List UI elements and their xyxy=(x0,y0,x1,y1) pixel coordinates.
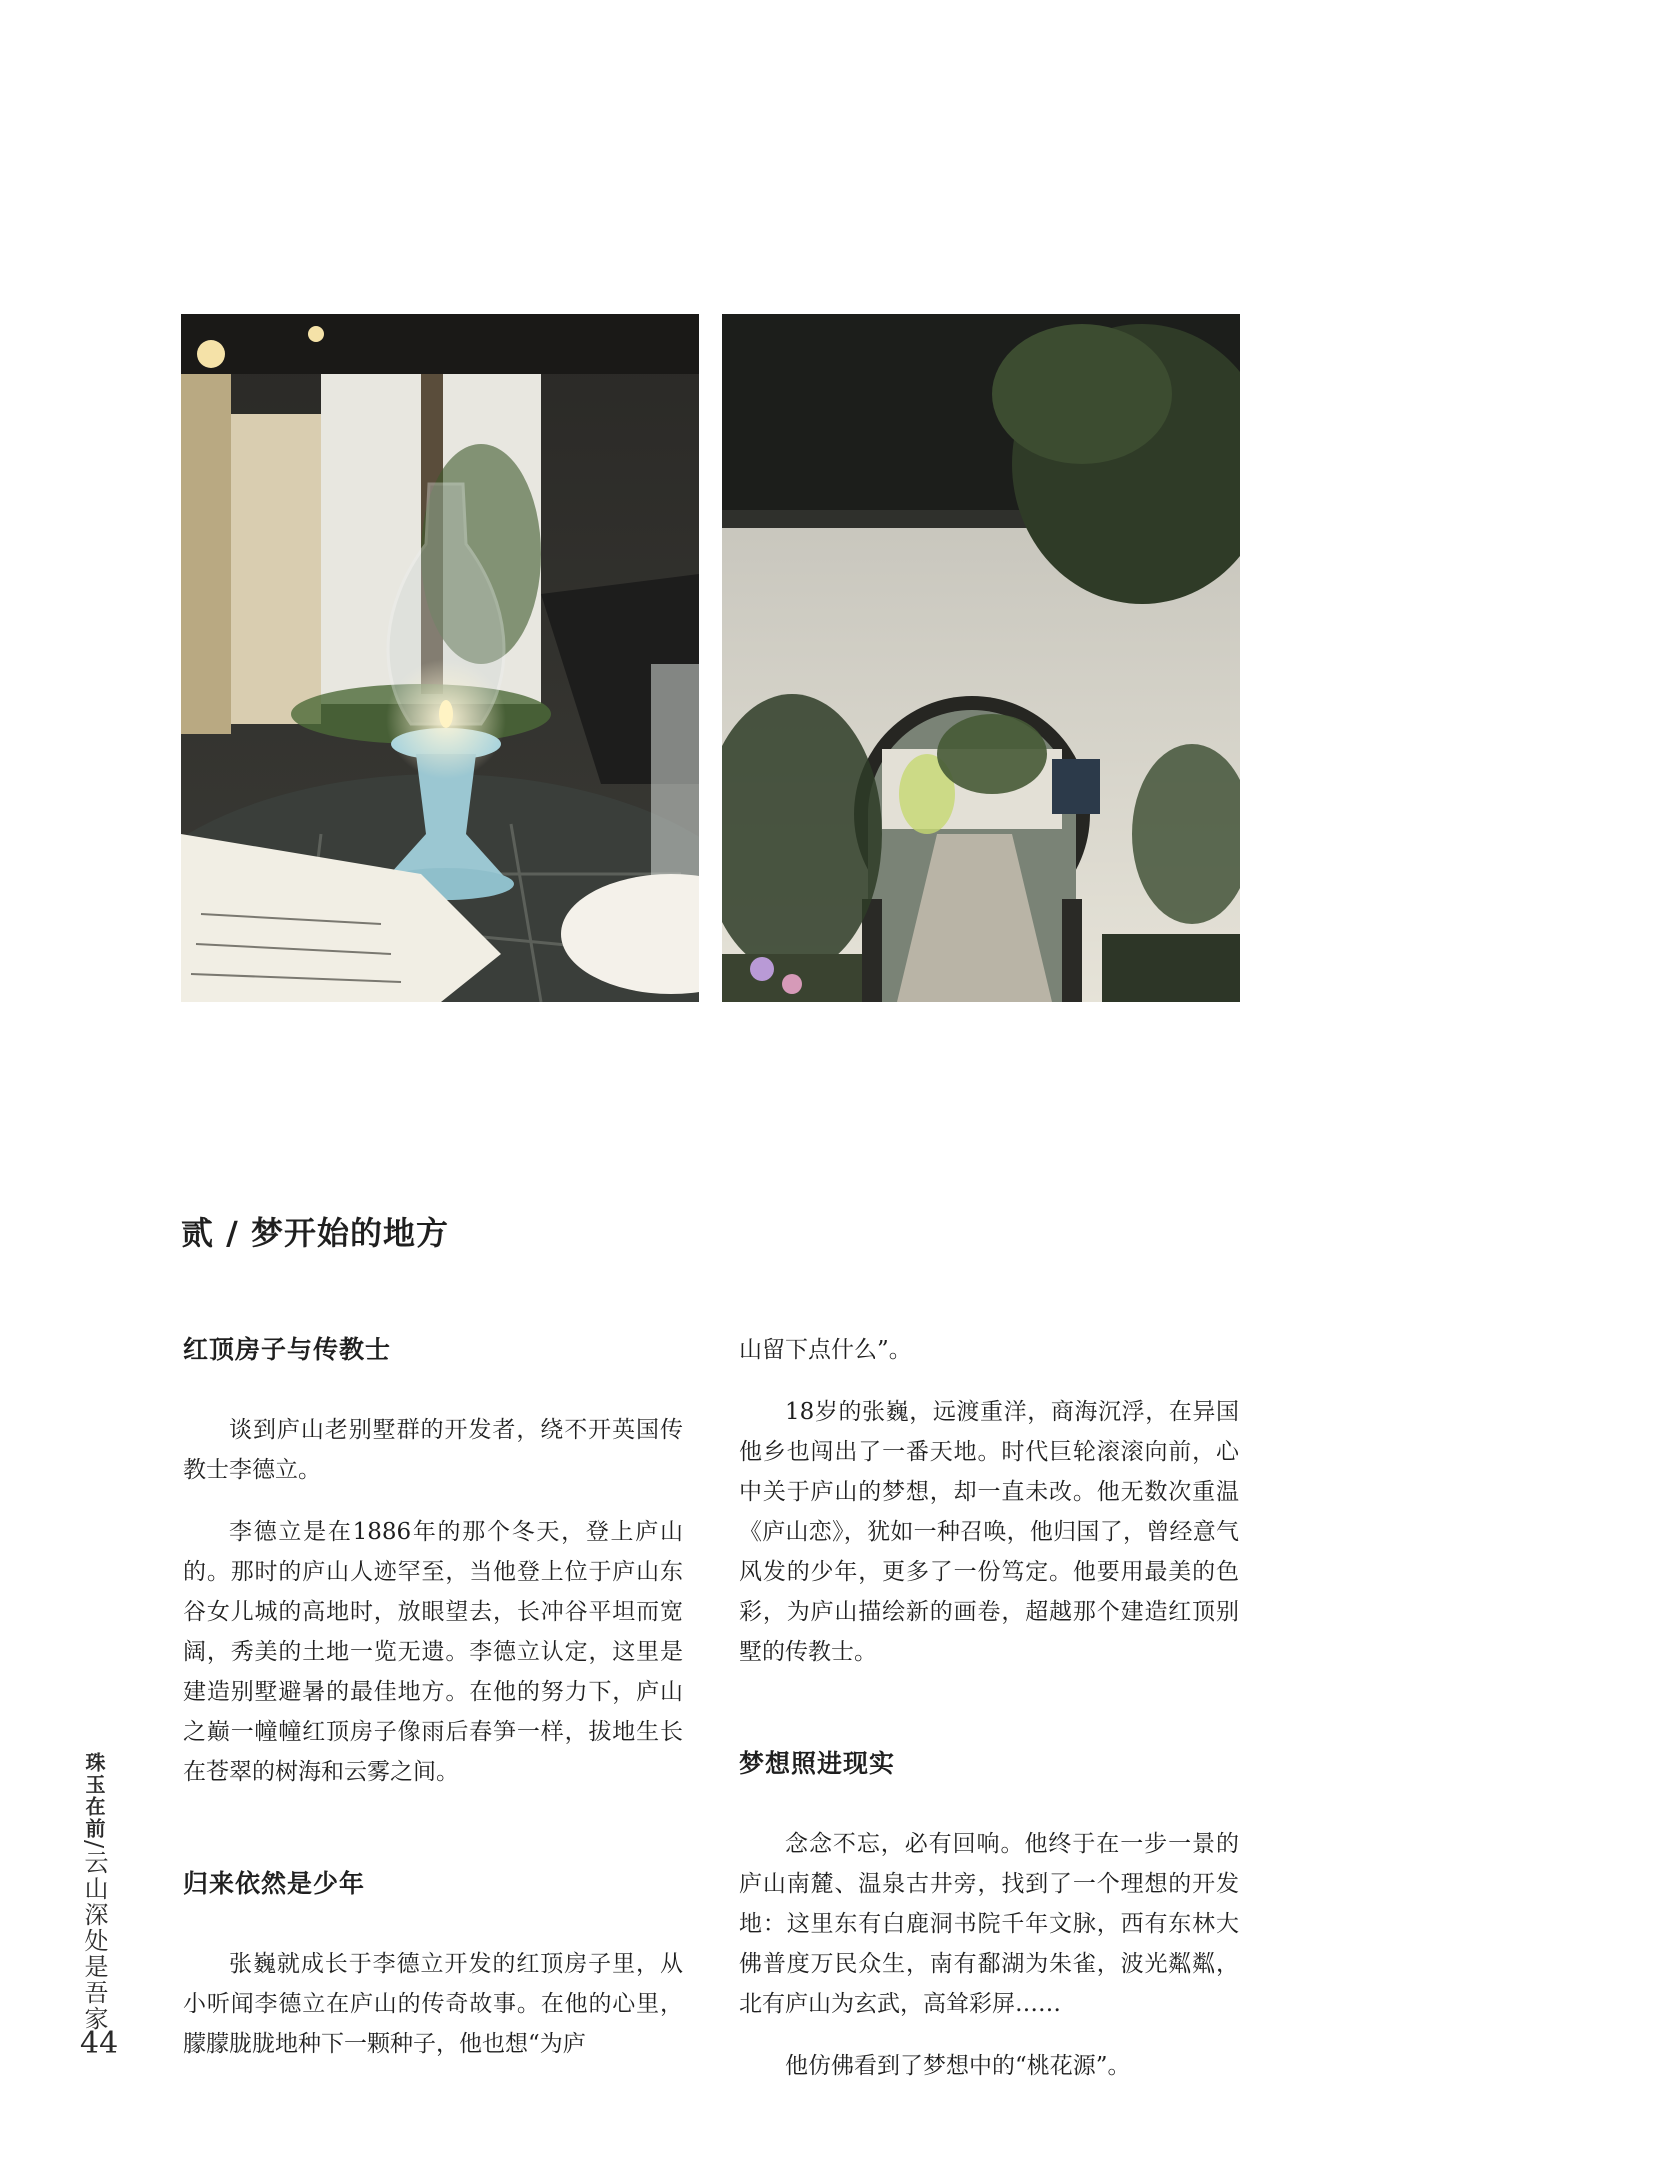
lamp-on-table-photo xyxy=(181,314,699,1002)
page-number: 44 xyxy=(80,2026,119,2061)
right-text-column xyxy=(739,1330,1239,2108)
section-title: 贰 / 梦开始的地方 xyxy=(181,1214,449,1252)
paragraph: 谈到庐山老别墅群的开发者，绕不开英国传教士李德立。 xyxy=(183,1417,683,1483)
brand-label: 珠玉在前 xyxy=(82,1752,106,1840)
subheading-still-young: 归来依然是少年 xyxy=(183,1869,366,1898)
series-label: 云山深处是吾家 xyxy=(80,1850,108,2033)
subheading-dream-into-reality: 梦想照进现实 xyxy=(739,1749,896,1778)
paragraph: 李德立是在1886年的那个冬天，登上庐山的。那时的庐山人迹罕至，当他登上位于庐山东谷女儿城的高地时，放眼望去，长冲谷平坦而宽阔，秀美的土地一览无遗。李德立认定，这里是建造别墅避暑的最佳地方。在他的努力下，庐山之巅一幢幢红顶房子像雨后春笋一样，拔地生长在苍翠的树海和云雾之间。 xyxy=(183,1519,683,1785)
left-text-column xyxy=(183,1330,683,2086)
subheading-red-roof-houses: 红顶房子与传教士 xyxy=(183,1335,392,1364)
moon-gate-night-photo xyxy=(722,314,1240,1002)
paragraph: 念念不忘，必有回响。他终于在一步一景的庐山南麓、温泉古井旁，找到了一个理想的开发地：这里东有白鹿洞书院千年文脉，西有东林大佛普度万民众生，南有鄱湖为朱雀，波光粼粼，北有庐山为玄武，高耸彩屏…… xyxy=(739,1831,1239,2017)
paragraph: 18岁的张巍，远渡重洋，商海沉浮，在异国他乡也闯出了一番天地。时代巨轮滚滚向前，心中关于庐山的梦想，却一直未改。他无数次重温《庐山恋》，犹如一种召唤，他归国了，曾经意气风发的少年，更多了一份笃定。他要用最美的色彩，为庐山描绘新的画卷，超越那个建造红顶别墅的传教士。 xyxy=(739,1399,1239,1665)
footer-separator: / xyxy=(80,1840,108,1851)
paragraph: 他仿佛看到了梦想中的“桃花源”。 xyxy=(785,2053,1131,2079)
paragraph: 张巍就成长于李德立开发的红顶房子里，从小听闻李德立在庐山的传奇故事。在他的心里，朦朦胧胧地种下一颗种子，他也想“为庐 xyxy=(183,1951,683,2057)
running-footer xyxy=(82,1752,112,2032)
paragraph-continued: 山留下点什么”。 xyxy=(739,1337,912,1363)
